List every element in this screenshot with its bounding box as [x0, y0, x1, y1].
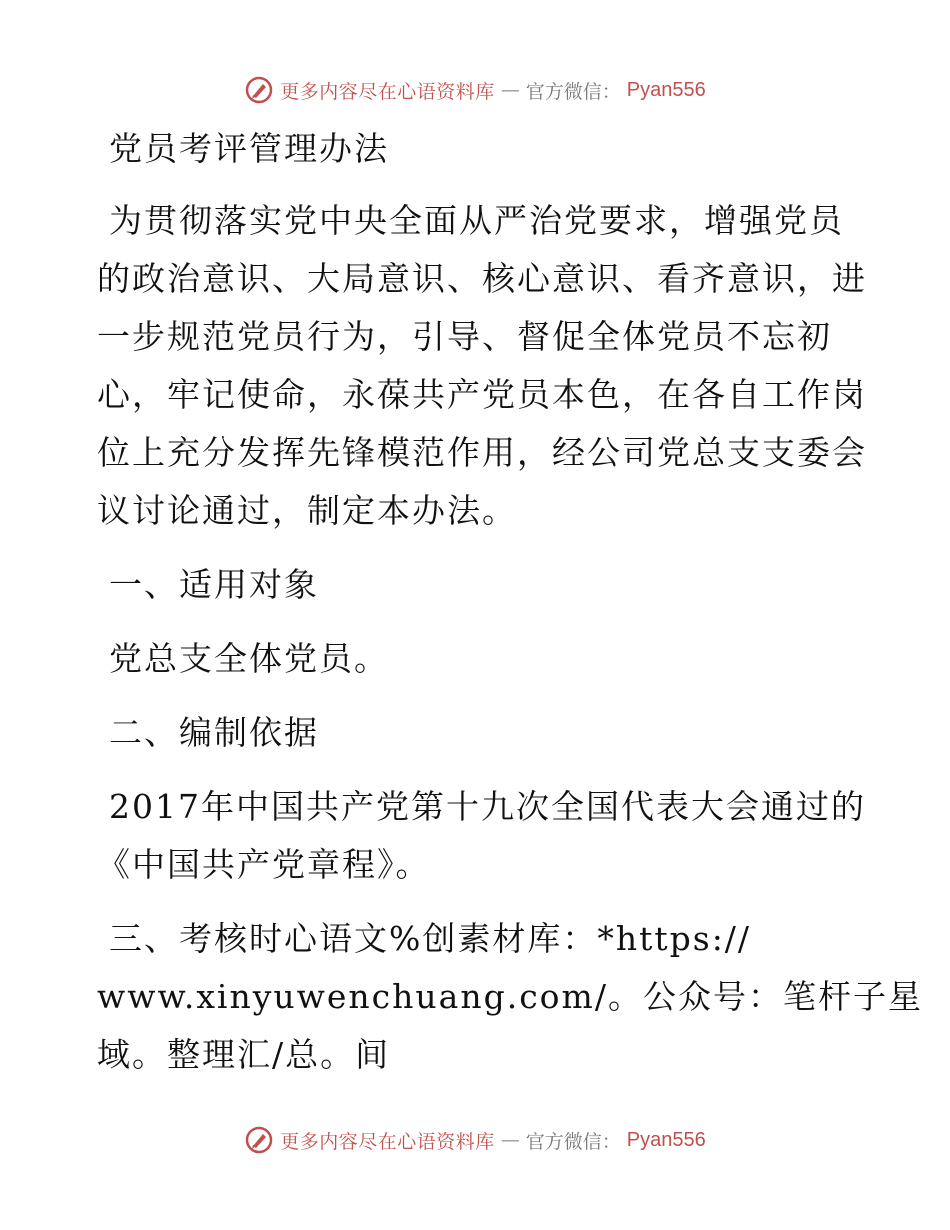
banner-wechat-label: 官方微信：: [525, 80, 621, 103]
section-2-body: [97, 778, 866, 894]
banner-wechat-label: 官方微信：: [525, 1130, 621, 1153]
section-3: [97, 910, 923, 1084]
document-title: 党员考评管理办法: [109, 129, 389, 168]
header-watermark-banner: [0, 70, 950, 110]
banner-content: [244, 75, 706, 105]
banner-wechat-id: Pyan556: [626, 78, 706, 101]
intro-line: 心，牢记使命，永葆共产党员本色，在各自工作岗: [97, 375, 867, 414]
intro-line: 议讨论通过，制定本办法。: [97, 491, 517, 530]
banner-separator: —: [500, 1129, 520, 1151]
section-1-body: 党总支全体党员。: [109, 639, 389, 678]
intro-line: 位上充分发挥先锋模范作用，经公司党总支支委会: [97, 433, 867, 472]
pen-logo-icon: [244, 75, 274, 105]
section-2-heading: 二、编制依据: [109, 713, 319, 752]
document-body: [97, 120, 923, 1084]
intro-line: 为贯彻落实党中央全面从严治党要求，增强党员: [109, 201, 844, 240]
intro-paragraph: [97, 192, 867, 540]
banner-separator: —: [500, 79, 520, 101]
pen-logo-icon: [244, 1125, 274, 1155]
banner-promo-text: 更多内容尽在心语资料库: [280, 80, 495, 103]
banner-content: [244, 1125, 706, 1155]
section-2-line: 2017年中国共产党第十九次全国代表大会通过的: [109, 787, 866, 826]
section-3-line: www.xinyuwenchuang.com/。公众号：笔杆子星: [97, 977, 923, 1016]
section-3-line: 域。整理汇/总。间: [97, 1035, 391, 1074]
section-3-line: 三、考核时心语文%创素材库：*https://: [109, 919, 752, 958]
intro-line: 一步规范党员行为，引导、督促全体党员不忘初: [97, 317, 832, 356]
section-1-heading: 一、适用对象: [109, 565, 319, 604]
banner-promo-text: 更多内容尽在心语资料库: [280, 1130, 495, 1153]
footer-watermark-banner: [0, 1120, 950, 1160]
banner-wechat-id: Pyan556: [626, 1128, 706, 1151]
section-2-line: 《中国共产党章程》。: [97, 845, 431, 884]
intro-line: 的政治意识、大局意识、核心意识、看齐意识，进: [97, 259, 867, 298]
